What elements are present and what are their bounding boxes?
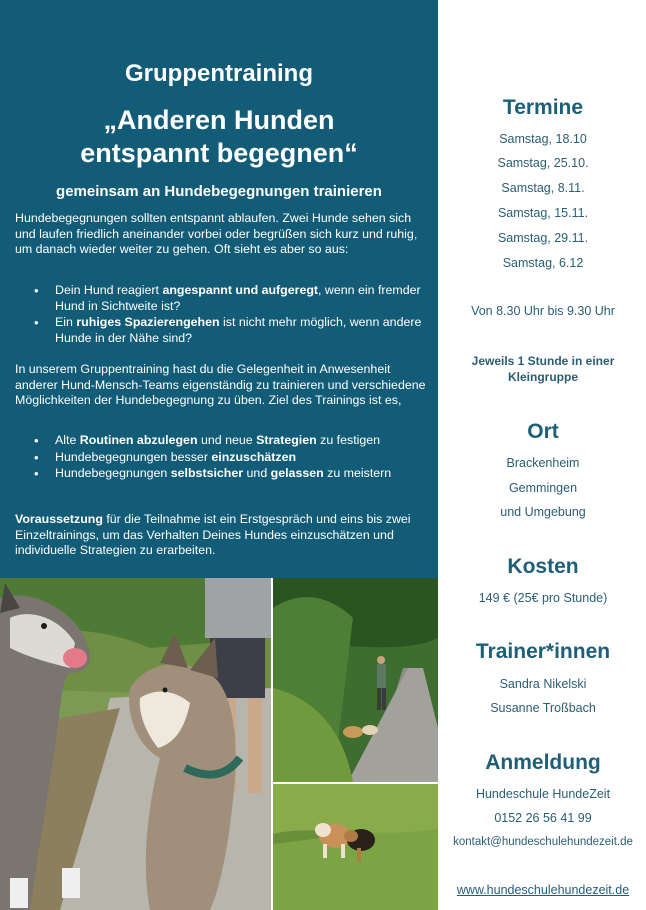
place-item: und Umgebung [500,505,586,519]
ort-heading: Ort [527,420,559,443]
list-item: • Dein Hund reagiert angespannt und aufgeregt, wenn ein fremder Hund in Sichtweite ist? [55,283,427,314]
date-item: Samstag, 18.10 [499,132,587,146]
walk-photo [273,578,438,782]
info-panel [0,0,438,578]
date-item: Samstag, 6.12 [502,256,584,270]
place-item: Gemmingen [508,481,578,495]
details-column [440,0,646,910]
price-text: 149 € (25€ pro Stunde) [478,591,608,605]
list-item: • Alte Routinen abzulegen und neue Strategien zu festigen [55,433,427,449]
school-name: Hundeschule HundeZeit [475,787,611,801]
date-item: Samstag, 8.11. [501,181,585,195]
date-item: Samstag, 25.10. [497,156,589,170]
list-item: • Hundebegegnungen selbstsicher und gelassen zu meistern [55,466,427,482]
time-text: Von 8.30 Uhr bis 9.30 Uhr [471,304,615,318]
dogs-meeting-photo [273,784,438,910]
subtitle: gemeinsam an Hundebegegnungen trainieren [56,183,382,200]
page-title: Gruppentraining [125,60,313,87]
trainer-heading: Trainer*innen [475,640,611,663]
intro-paragraph: Hundebegegnungen sollten entspannt ablaufen. Zwei Hunde sehen sich und laufen friedlich aneinander vorbei oder begrüßen sich kurz und ruhig, um danach wieder weiter zu gehen. Oft sieht es aber so aus: [15,211,418,257]
date-item: Samstag, 15.11. [497,206,589,220]
anmeldung-heading: Anmeldung [485,751,601,774]
list-item: • Hundebegegnungen besser einzuschätzen [55,450,427,466]
place-item: Brackenheim [506,456,580,470]
email-link[interactable]: kontakt@hundeschulehundezeit.de [453,836,633,848]
date-item: Samstag, 29.11. [497,231,589,245]
phone-number: 0152 26 56 41 99 [494,811,592,825]
group-info: Jeweils 1 Stunde in einer Kleingruppe [471,354,615,384]
requirement-paragraph: Voraussetzung für die Teilnahme ist ein Erstgespräch und eins bis zwei Einzeltrainings, um das Verhalten Deines Hundes einzuschätzen und individuelle Strategien zu erarbeiten. [15,512,411,558]
goal-list [15,433,427,483]
headline [0,104,438,170]
list-item: • Ein ruhiges Spazierengehen ist nicht mehr möglich, wenn andere Hunde in der Nähe sind? [55,315,427,346]
kosten-heading: Kosten [507,555,579,578]
headline-line-2: entspannt begegnen“ [80,138,358,168]
headline-line-1: „Anderen Hunden [103,105,335,135]
problem-list [15,283,427,347]
two-dogs-photo [0,578,271,910]
trainer-name: Susanne Troßbach [490,701,596,715]
training-paragraph: In unserem Gruppentraining hast du die Gelegenheit in Anwesenheit anderer Hund-Mensch-Teams eigenständig zu trainieren und verschiedene Möglichkeiten der Hundebegegnung zu üben. Ziel des Trainings ist es, [15,362,426,408]
website-link[interactable]: www.hundeschulehundezeit.de [456,883,630,897]
trainer-name: Sandra Nikelski [499,677,587,691]
termine-heading: Termine [502,96,584,119]
